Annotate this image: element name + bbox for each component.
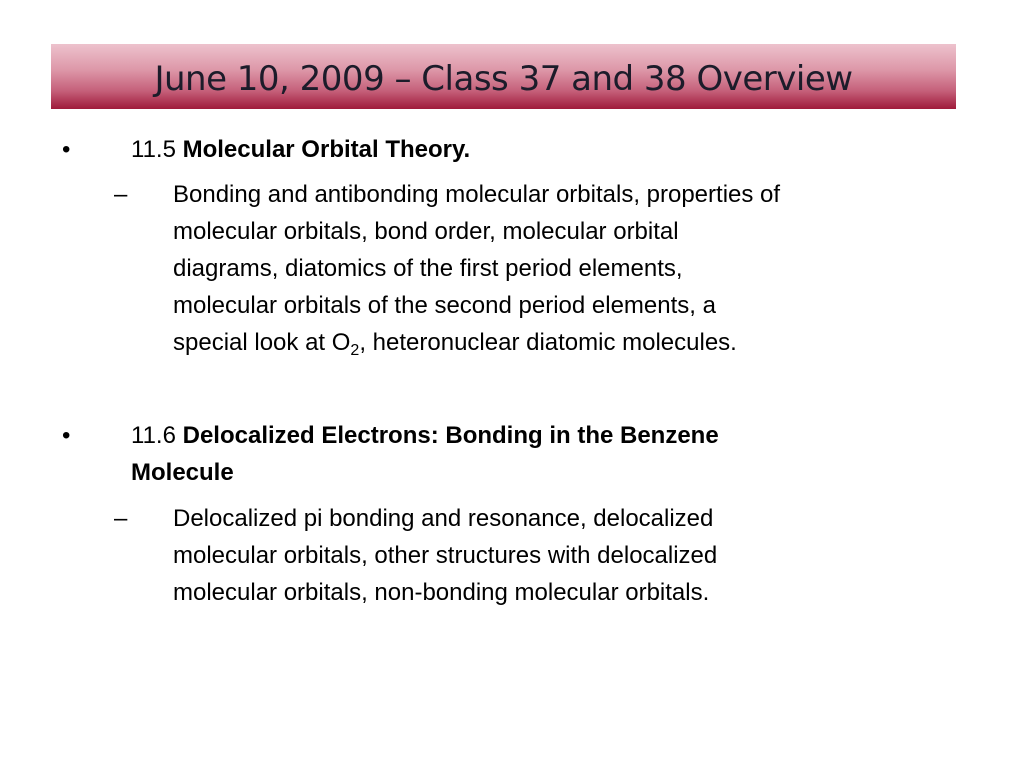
description-line: molecular orbitals, non-bonding molecular orbitals. — [173, 579, 710, 606]
section-heading — [131, 131, 971, 168]
bullet-marker: • — [62, 136, 71, 163]
bullet-marker: • — [62, 422, 71, 449]
description-line: Delocalized pi bonding and resonance, delocalized — [173, 505, 714, 532]
slide-title: June 10, 2009 – Class 37 and 38 Overview — [154, 58, 853, 99]
section-title-continued: Molecule — [131, 459, 234, 486]
description-line: molecular orbitals, other structures with delocalized — [173, 542, 718, 569]
section-title: Delocalized Electrons: Bonding in the Benzene — [182, 422, 719, 449]
description-text: , heteronuclear diatomic molecules. — [359, 329, 737, 356]
section-title: Molecular Orbital Theory. — [182, 136, 471, 163]
description-line: Bonding and antibonding molecular orbitals, properties of — [173, 181, 781, 208]
description-line: molecular orbitals, bond order, molecular orbital — [173, 218, 679, 245]
description-line: molecular orbitals of the second period elements, a — [173, 292, 716, 319]
formula-subscript: 2 — [350, 342, 360, 359]
description-line-last — [173, 324, 983, 361]
sub-bullet-marker: – — [114, 181, 128, 208]
section-description — [173, 176, 983, 361]
sub-bullet-marker: – — [114, 505, 128, 532]
description-line: diagrams, diatomics of the first period elements, — [173, 255, 683, 282]
section-heading — [131, 417, 971, 491]
section-number: 11.5 — [131, 136, 176, 163]
section-description — [173, 500, 983, 611]
description-text: special look at O — [173, 329, 351, 356]
section-number: 11.6 — [131, 422, 176, 449]
